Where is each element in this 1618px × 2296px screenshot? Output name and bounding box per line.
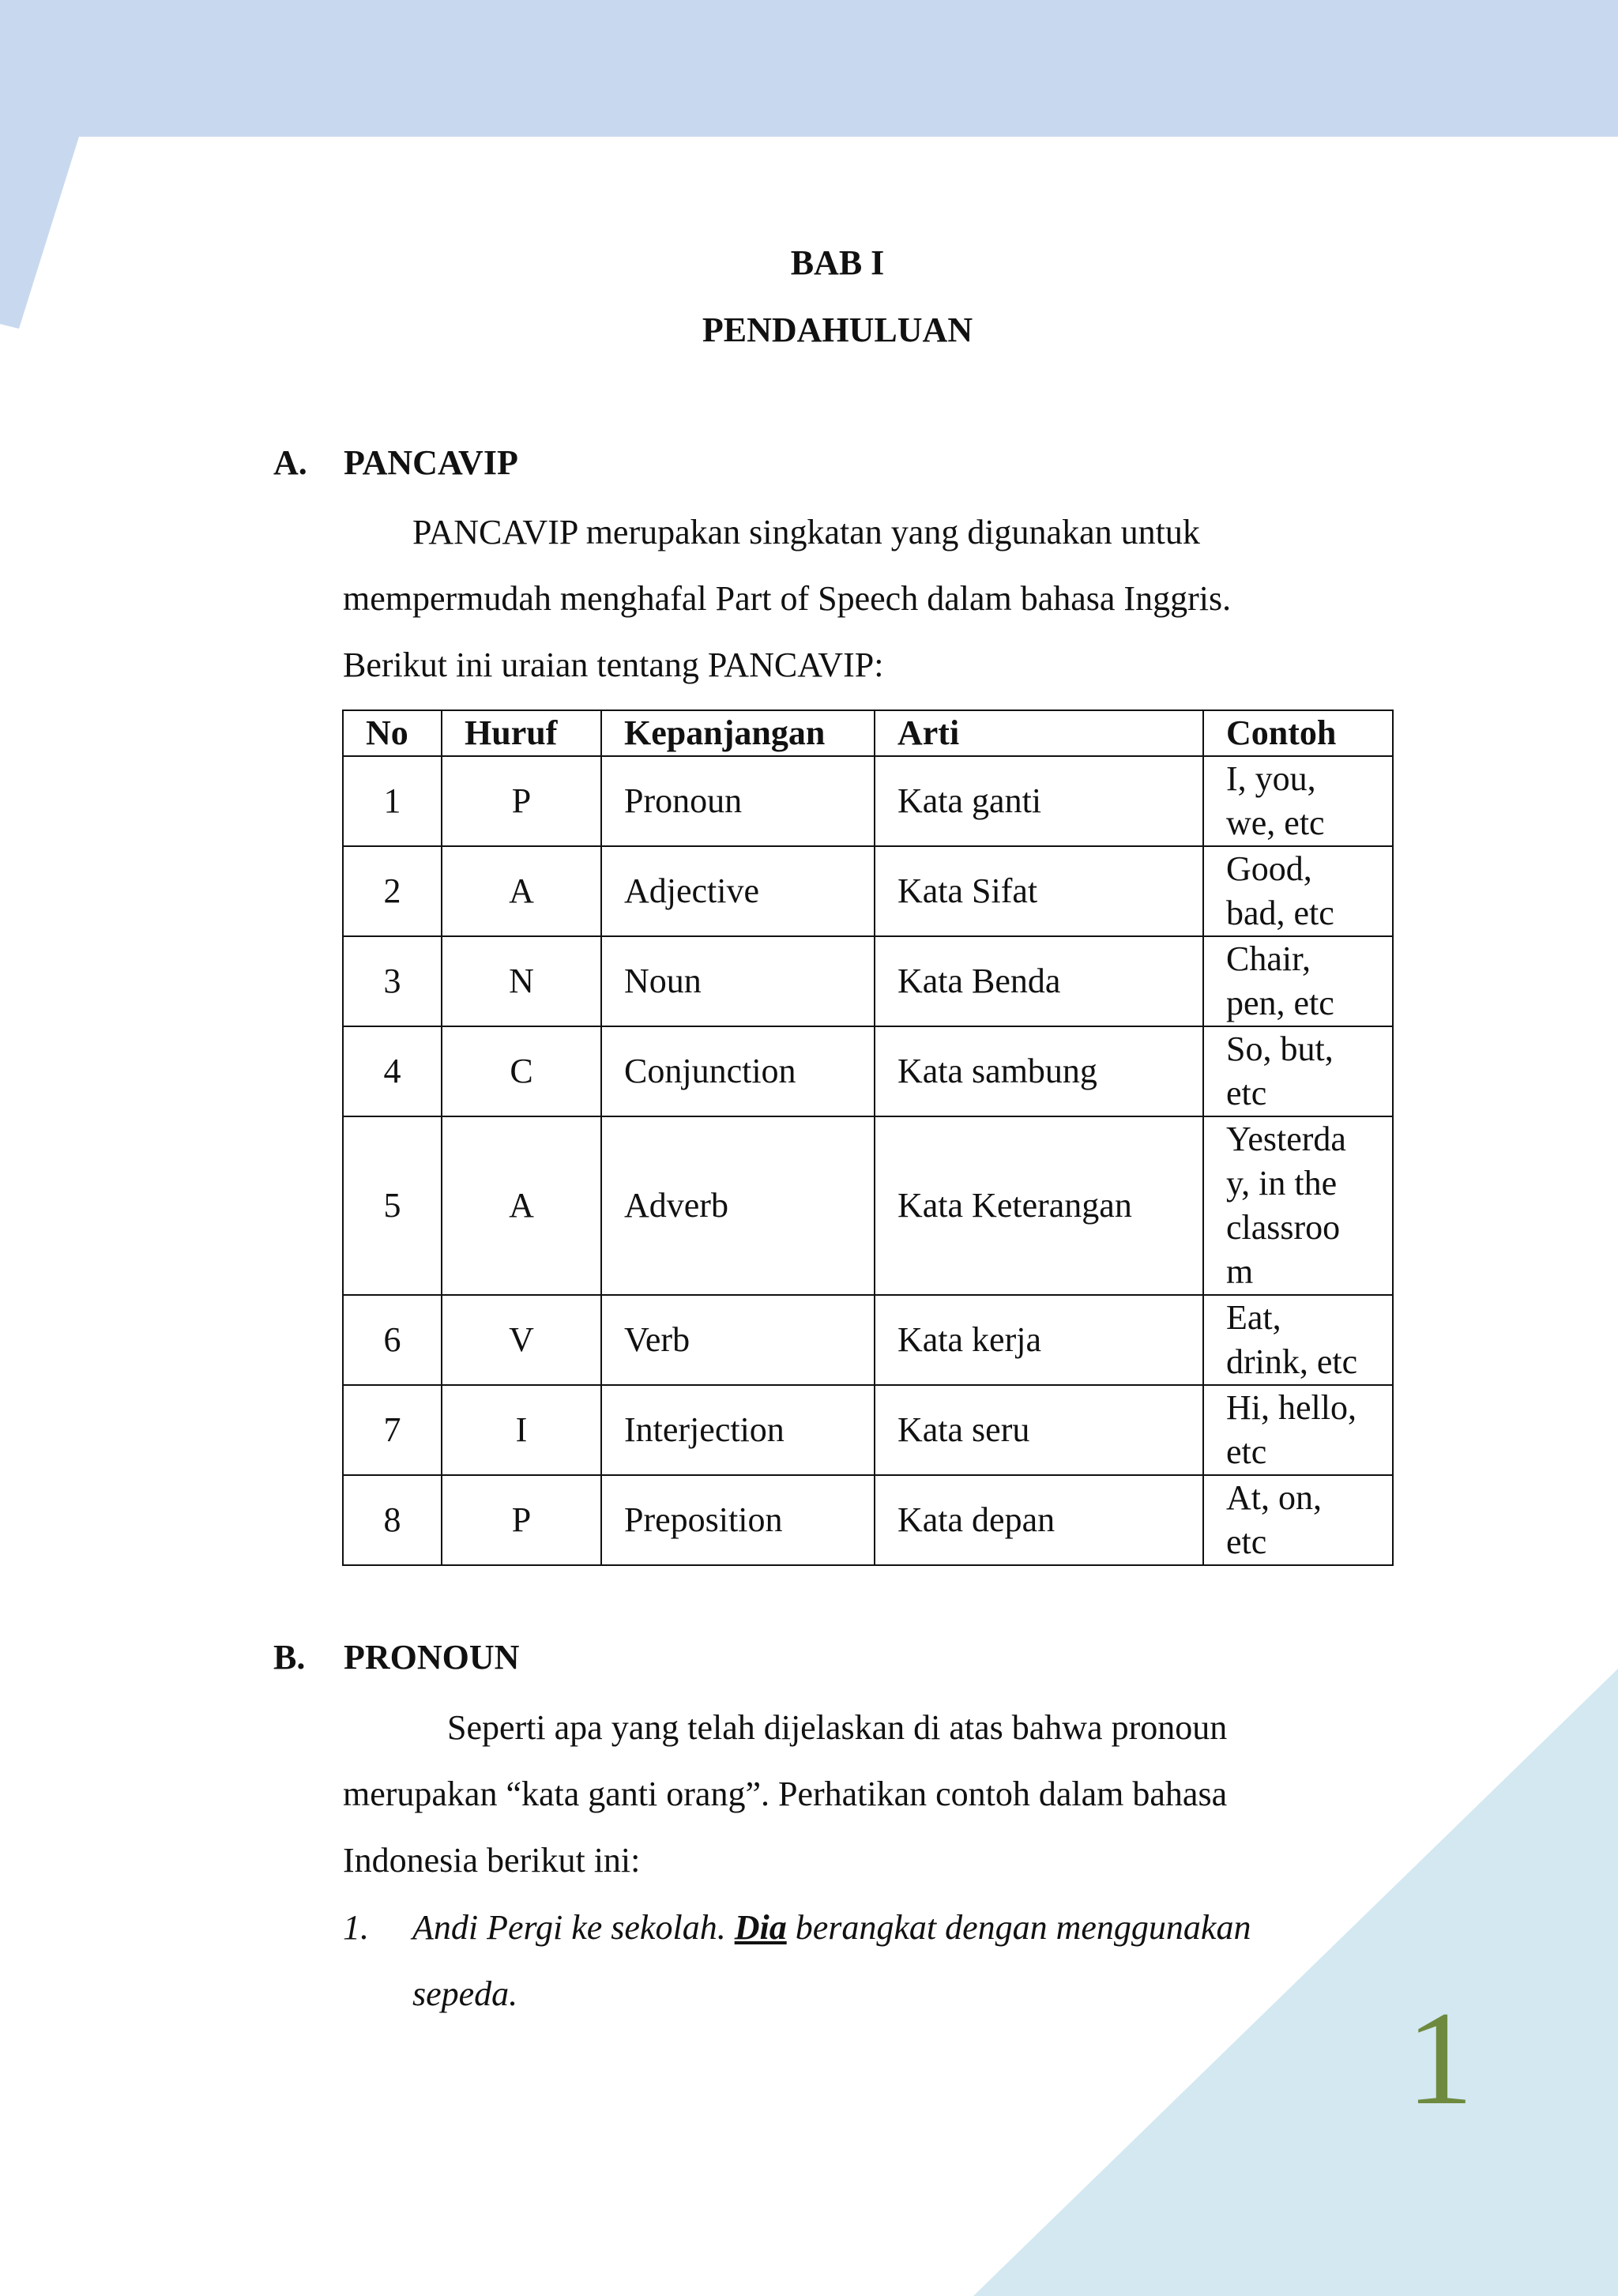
cell-meaning: Kata ganti [875, 756, 1203, 846]
cell-no: 7 [343, 1385, 442, 1475]
cell-term: Conjunction [601, 1026, 875, 1116]
cell-term: Pronoun [601, 756, 875, 846]
example-line: bad, etc [1226, 894, 1334, 932]
example-line: pen, etc [1226, 984, 1334, 1022]
table-row [343, 1385, 1393, 1475]
cell-meaning: Kata Sifat [875, 846, 1203, 936]
table-row [343, 846, 1393, 936]
example-line: Chair, [1226, 939, 1311, 978]
section-a-paragraph [343, 499, 1231, 698]
cell-no: 3 [343, 936, 442, 1026]
example-line: classroo [1226, 1208, 1341, 1247]
example-line: drink, etc [1226, 1342, 1358, 1381]
example-line: etc [1226, 1432, 1267, 1471]
cell-term: Adjective [601, 846, 875, 936]
example-line: Hi, hello, [1226, 1388, 1356, 1427]
cell-letter: P [442, 1475, 601, 1565]
section-b-heading [273, 1637, 519, 1677]
cell-term: Interjection [601, 1385, 875, 1475]
cell-meaning: Kata Benda [875, 936, 1203, 1026]
cell-letter: C [442, 1026, 601, 1116]
paragraph-line: mempermudah menghafal Part of Speech dalam bahasa Inggris. [343, 579, 1232, 618]
table-header-row [343, 710, 1393, 756]
example-line: etc [1226, 1074, 1267, 1112]
example-text: Andi Pergi ke sekolah. [412, 1908, 735, 1947]
section-a-heading [273, 442, 518, 483]
paragraph-line: Seperti apa yang telah dijelaskan di atas bahwa pronoun [447, 1708, 1228, 1747]
cell-example [1203, 1116, 1393, 1295]
example-line: m [1226, 1252, 1254, 1291]
example-emphasis: Dia [734, 1908, 787, 1947]
cell-no: 5 [343, 1116, 442, 1295]
paragraph-line: Berikut ini uraian tentang PANCAVIP: [343, 646, 884, 684]
example-line: y, in the [1226, 1164, 1338, 1203]
example-line: we, etc [1226, 804, 1325, 842]
cell-letter: A [442, 846, 601, 936]
section-title: PANCAVIP [344, 443, 518, 482]
cell-term: Noun [601, 936, 875, 1026]
chapter-title: PENDAHULUAN [702, 311, 973, 349]
example-text: berangkat dengan menggunakan [786, 1908, 1251, 1947]
page-number: 1 [1406, 1984, 1473, 2132]
cell-example [1203, 756, 1393, 846]
header-cell: Huruf [442, 710, 601, 756]
cell-letter: P [442, 756, 601, 846]
header-cell: Kepanjangan [601, 710, 875, 756]
cell-letter: A [442, 1116, 601, 1295]
cell-no: 8 [343, 1475, 442, 1565]
example-line: I, you, [1226, 759, 1316, 798]
cell-example [1203, 1026, 1393, 1116]
pancavip-table [342, 710, 1394, 1566]
cell-no: 2 [343, 846, 442, 936]
cell-no: 1 [343, 756, 442, 846]
example-line: etc [1226, 1523, 1267, 1561]
header-cell: No [343, 710, 442, 756]
section-title: PRONOUN [344, 1638, 520, 1677]
cell-letter: V [442, 1295, 601, 1385]
cell-example [1203, 846, 1393, 936]
cell-example [1203, 1475, 1393, 1565]
cell-term: Preposition [601, 1475, 875, 1565]
example-line-2: sepeda. [412, 1974, 518, 2013]
section-marker: B. [273, 1638, 306, 1677]
section-b-paragraph [343, 1695, 1227, 1894]
section-marker: A. [273, 443, 307, 482]
table-row [343, 1475, 1393, 1565]
cell-no: 4 [343, 1026, 442, 1116]
cell-meaning: Kata seru [875, 1385, 1203, 1475]
paragraph-line: Indonesia berikut ini: [343, 1841, 641, 1880]
example-line: So, but, [1226, 1029, 1334, 1068]
example-line: Good, [1226, 849, 1312, 888]
paragraph-line: merupakan “kata ganti orang”. Perhatikan contoh dalam bahasa [343, 1775, 1228, 1813]
cell-no: 6 [343, 1295, 442, 1385]
cell-example [1203, 1295, 1393, 1385]
cell-example [1203, 1385, 1393, 1475]
table-row [343, 1116, 1393, 1295]
example-number: 1. [343, 1908, 369, 1947]
table-row [343, 936, 1393, 1026]
chapter-label: BAB I [790, 243, 885, 282]
cell-meaning: Kata Keterangan [875, 1116, 1203, 1295]
cell-letter: I [442, 1385, 601, 1475]
cell-example [1203, 936, 1393, 1026]
cell-term: Verb [601, 1295, 875, 1385]
paragraph-line: PANCAVIP merupakan singkatan yang digunakan untuk [412, 513, 1200, 551]
header-cell: Contoh [1203, 710, 1393, 756]
cell-term: Adverb [601, 1116, 875, 1295]
table-row [343, 1295, 1393, 1385]
cell-meaning: Kata sambung [875, 1026, 1203, 1116]
table-row [343, 1026, 1393, 1116]
example-line: At, on, [1226, 1478, 1322, 1517]
example-line: Yesterda [1226, 1120, 1346, 1158]
example-line: Eat, [1226, 1298, 1281, 1337]
example-line-1 [412, 1895, 1251, 1961]
cell-meaning: Kata kerja [875, 1295, 1203, 1385]
cell-letter: N [442, 936, 601, 1026]
table-row [343, 756, 1393, 846]
cell-meaning: Kata depan [875, 1475, 1203, 1565]
header-cell: Arti [875, 710, 1203, 756]
